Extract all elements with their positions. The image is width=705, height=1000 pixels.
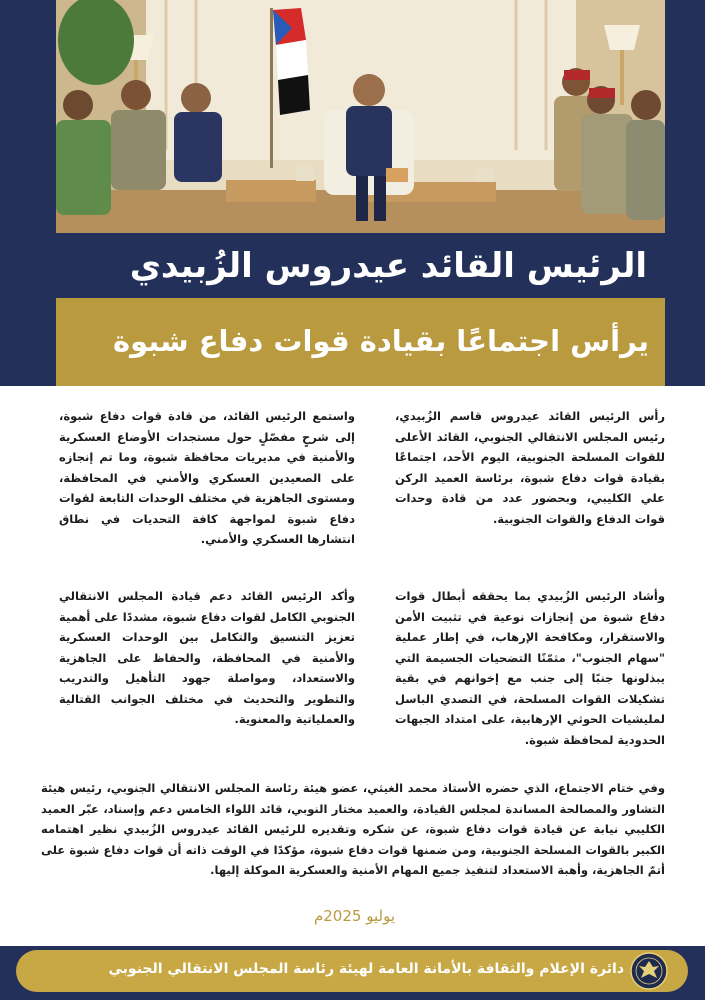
paragraph-intro: رأس الرئيس القائد عيدروس قاسم الزُبيدي، رئيس المجلس الانتقالي الجنوبي، القائد الأعلى للقوات المسلحة الجنوبية، اليوم الأحد، اجتماعًا بقيادة قوات دفاع شبوة، برئاسة العميد الركن علي الكليبي، وبحضور عدد من قادة وحدات قوات الدفاع والقوات الجنوبية. [395, 409, 665, 526]
subtitle-text: يرأس اجتماعًا بقيادة قوات دفاع شبوة [112, 324, 649, 358]
meeting-photo-icon [56, 0, 665, 233]
footer-banner [16, 950, 688, 992]
paragraph-briefing: واستمع الرئيس القائد، من قادة قوات دفاع شبوة، إلى شرحٍ مفصّلٍ حول مستجدات الأوضاع العسكرية والأمنية في مديريات محافظة شبوة، وما تم إنجازه على الصعيدين العسكري والأمني في المحافظة، ومستوى الجاهزية في مختلف الوحدات التابعة لقوات دفاع شبوة لمواجهة كافة التحديات في نطاق انتشارها العسكري والأمني. [59, 409, 355, 546]
meeting-photo [56, 0, 665, 233]
publication-date: يوليو 2025م [313, 907, 395, 925]
footer-text: دائرة الإعلام والثقافة بالأمانة العامة لهيئة رئاسة المجلس الانتقالي الجنوبي [108, 961, 624, 977]
paragraph-support: وأكد الرئيس القائد دعم قيادة المجلس الانتقالي الجنوبي الكامل لقوات دفاع شبوة، مشددًا على أهمية تعزيز التنسيق والتكامل بين الوحدات العسكرية والأمنية في المحافظة، والحفاظ على الجاهزية والاستعداد، ومواصلة جهود التأهيل والتدريب والتطوير والتحديث في مختلف الجوانب القتالية والعملياتية والمعنوية. [59, 589, 355, 726]
headline-title: الرئيس القائد عيدروس الزُبيدي [129, 246, 647, 286]
paragraph-praise: وأشاد الرئيس الزُبيدي بما يحققه أبطال قوات دفاع شبوة من إنجازات نوعية في تثبيت الأمن والاستقرار، ومكافحة الإرهاب، في إطار عملية "سهام الجنوب"، مثمّنًا التضحيات الجسيمة التي يبذلونها جنبًا إلى جنب مع إخوانهم في بقية تشكيلات القوات المسلحة، في التصدي الباسل لمليشيات الحوثي الإرهابية، على امتداد الجبهات الحدودية لمحافظة شبوة. [395, 589, 665, 747]
headline-banner [56, 238, 665, 294]
eagle-emblem-icon [630, 952, 668, 990]
article-body [0, 386, 705, 946]
subtitle-banner [56, 298, 665, 386]
paragraph-closing: وفي ختام الاجتماع، الذي حضره الأستاذ محمد الغيثي، عضو هيئة رئاسة المجلس الانتقالي الجنوبي، رئيس هيئة التشاور والمصالحة المساندة لمجلس القيادة، والعميد مختار النوبي، قائد اللواء الخامس دعم وإسناد، عبّر العميد الكليبي نيابة عن قيادة قوات دفاع شبوة، عن شكره وتقديره للرئيس القائد عيدروس الزُبيدي نظير اهتمامه الكبير بالقوات المسلحة الجنوبية، ومن ضمنها قوات دفاع شبوة، مؤكدًا في الوقت ذاته أن قوات دفاع شبوة على أتمّ الجاهزية، وأهبة الاستعداد لتنفيذ جميع المهام الأمنية والعسكرية الموكلة إليها. [41, 781, 665, 877]
